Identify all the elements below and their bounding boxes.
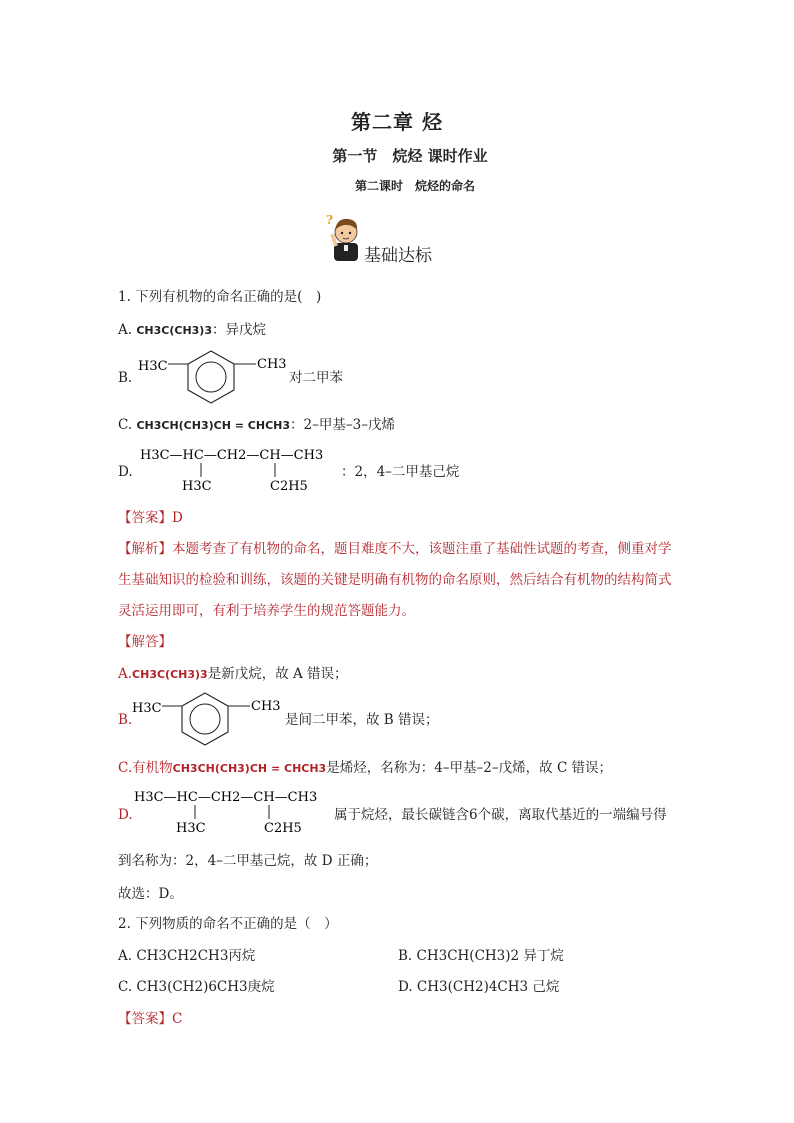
structure-left-group: H3C bbox=[132, 701, 162, 716]
svg-text:?: ? bbox=[326, 213, 334, 227]
q1-solution-header: 【解答】 bbox=[118, 634, 172, 650]
meta-xylene-structure-solution bbox=[128, 686, 288, 748]
option-label: A. bbox=[118, 666, 133, 682]
q1-solution-b-label: B. bbox=[118, 712, 133, 728]
structure-right-group: CH3 bbox=[257, 357, 287, 372]
q1-solution-d-text: 属于烷烃，最长碳链含6个碳，离取代基近的一端编号得 bbox=[334, 807, 667, 823]
formula: CH3CH(CH3)CH = CHCH3 bbox=[172, 762, 327, 775]
formula: CH3C(CH3)3 bbox=[136, 324, 212, 337]
question-2-stem: 2. 下列物质的命名不正确的是（ ） bbox=[118, 916, 338, 932]
q2-answer: 【答案】C bbox=[118, 1011, 183, 1027]
question-1-stem: 1. 下列有机物的命名正确的是( ) bbox=[118, 289, 322, 305]
structure-sub-right: C2H5 bbox=[264, 821, 302, 836]
structure-left-group: H3C bbox=[138, 359, 168, 374]
meta-xylene-structure bbox=[134, 344, 294, 406]
q1-analysis: 【解析】本题考查了有机物的命名，题目难度不大，该题注重了基础性试题的考查，侧重对学生基础知识的检验和训练，该题的关键是明确有机物的命名原则，然后结合有机物的结构简式灵活运用即可，有利于培养学生的规范答题能力。 bbox=[118, 541, 672, 619]
q1-option-d-label: D. bbox=[118, 464, 133, 480]
structure-sub-right: C2H5 bbox=[270, 479, 308, 494]
q1-option-c bbox=[118, 415, 395, 436]
structure-sub-left: H3C bbox=[176, 821, 206, 836]
structure-chain: H3C—HC—CH2—CH—CH3 bbox=[140, 448, 324, 463]
formula: CH3CH(CH3)CH = CHCH3 bbox=[136, 419, 291, 432]
lesson-title: 第二课时 烷烃的命名 bbox=[354, 179, 475, 193]
formula: CH3C(CH3)3 bbox=[132, 668, 208, 681]
chapter-title: 第二章 烃 bbox=[351, 110, 443, 134]
student-thinking-icon bbox=[324, 212, 364, 262]
q1-solution-b-text: 是间二甲苯，故 B 错误； bbox=[285, 712, 439, 728]
q1-conclusion: 故选：D。 bbox=[118, 886, 183, 902]
solution-text: 是烯烃，名称为：4–甲基–2–戊烯，故 C 错误； bbox=[326, 760, 613, 776]
section-title: 第一节 烷烃 课时作业 bbox=[332, 147, 488, 165]
q1-solution-a bbox=[118, 664, 348, 685]
option-text: ：2–甲基–3–戊烯 bbox=[290, 417, 395, 433]
structure-chain: H3C—HC—CH2—CH—CH3 bbox=[134, 790, 318, 805]
q1-option-a bbox=[118, 320, 266, 341]
q2-option-d: D. CH3(CH2)4CH3 己烷 bbox=[398, 979, 560, 995]
structure-sub-left: H3C bbox=[182, 479, 212, 494]
banner-title: 基础达标 bbox=[364, 246, 432, 266]
structure-right-group: CH3 bbox=[251, 699, 281, 714]
solution-text: 是新戊烷，故 A 错误； bbox=[207, 666, 348, 682]
q2-option-a: A. CH3CH2CH3丙烷 bbox=[118, 948, 256, 964]
q1-solution-d-label: D. bbox=[118, 807, 133, 823]
option-label: C. bbox=[118, 417, 133, 433]
q1-option-b-label: B. bbox=[118, 370, 133, 386]
q1-solution-c bbox=[118, 758, 612, 779]
q1-option-d-name: ：2，4–二甲基己烷 bbox=[341, 464, 460, 480]
q2-option-c: C. CH3(CH2)6CH3庚烷 bbox=[118, 979, 275, 995]
q2-option-b: B. CH3CH(CH3)2 异丁烷 bbox=[398, 948, 564, 964]
q1-solution-d-text2: 到名称为：2，4–二甲基己烷，故 D 正确； bbox=[118, 853, 378, 869]
option-text: ：异戊烷 bbox=[212, 322, 266, 338]
dimethylhexane-structure-solution bbox=[130, 785, 335, 837]
solution-prefix: C.有机物 bbox=[118, 760, 173, 776]
q1-answer: 【答案】D bbox=[118, 510, 183, 526]
option-label: A. bbox=[118, 322, 133, 338]
q1-option-b-name: 对二甲苯 bbox=[289, 370, 343, 386]
dimethylhexane-structure bbox=[136, 443, 341, 495]
